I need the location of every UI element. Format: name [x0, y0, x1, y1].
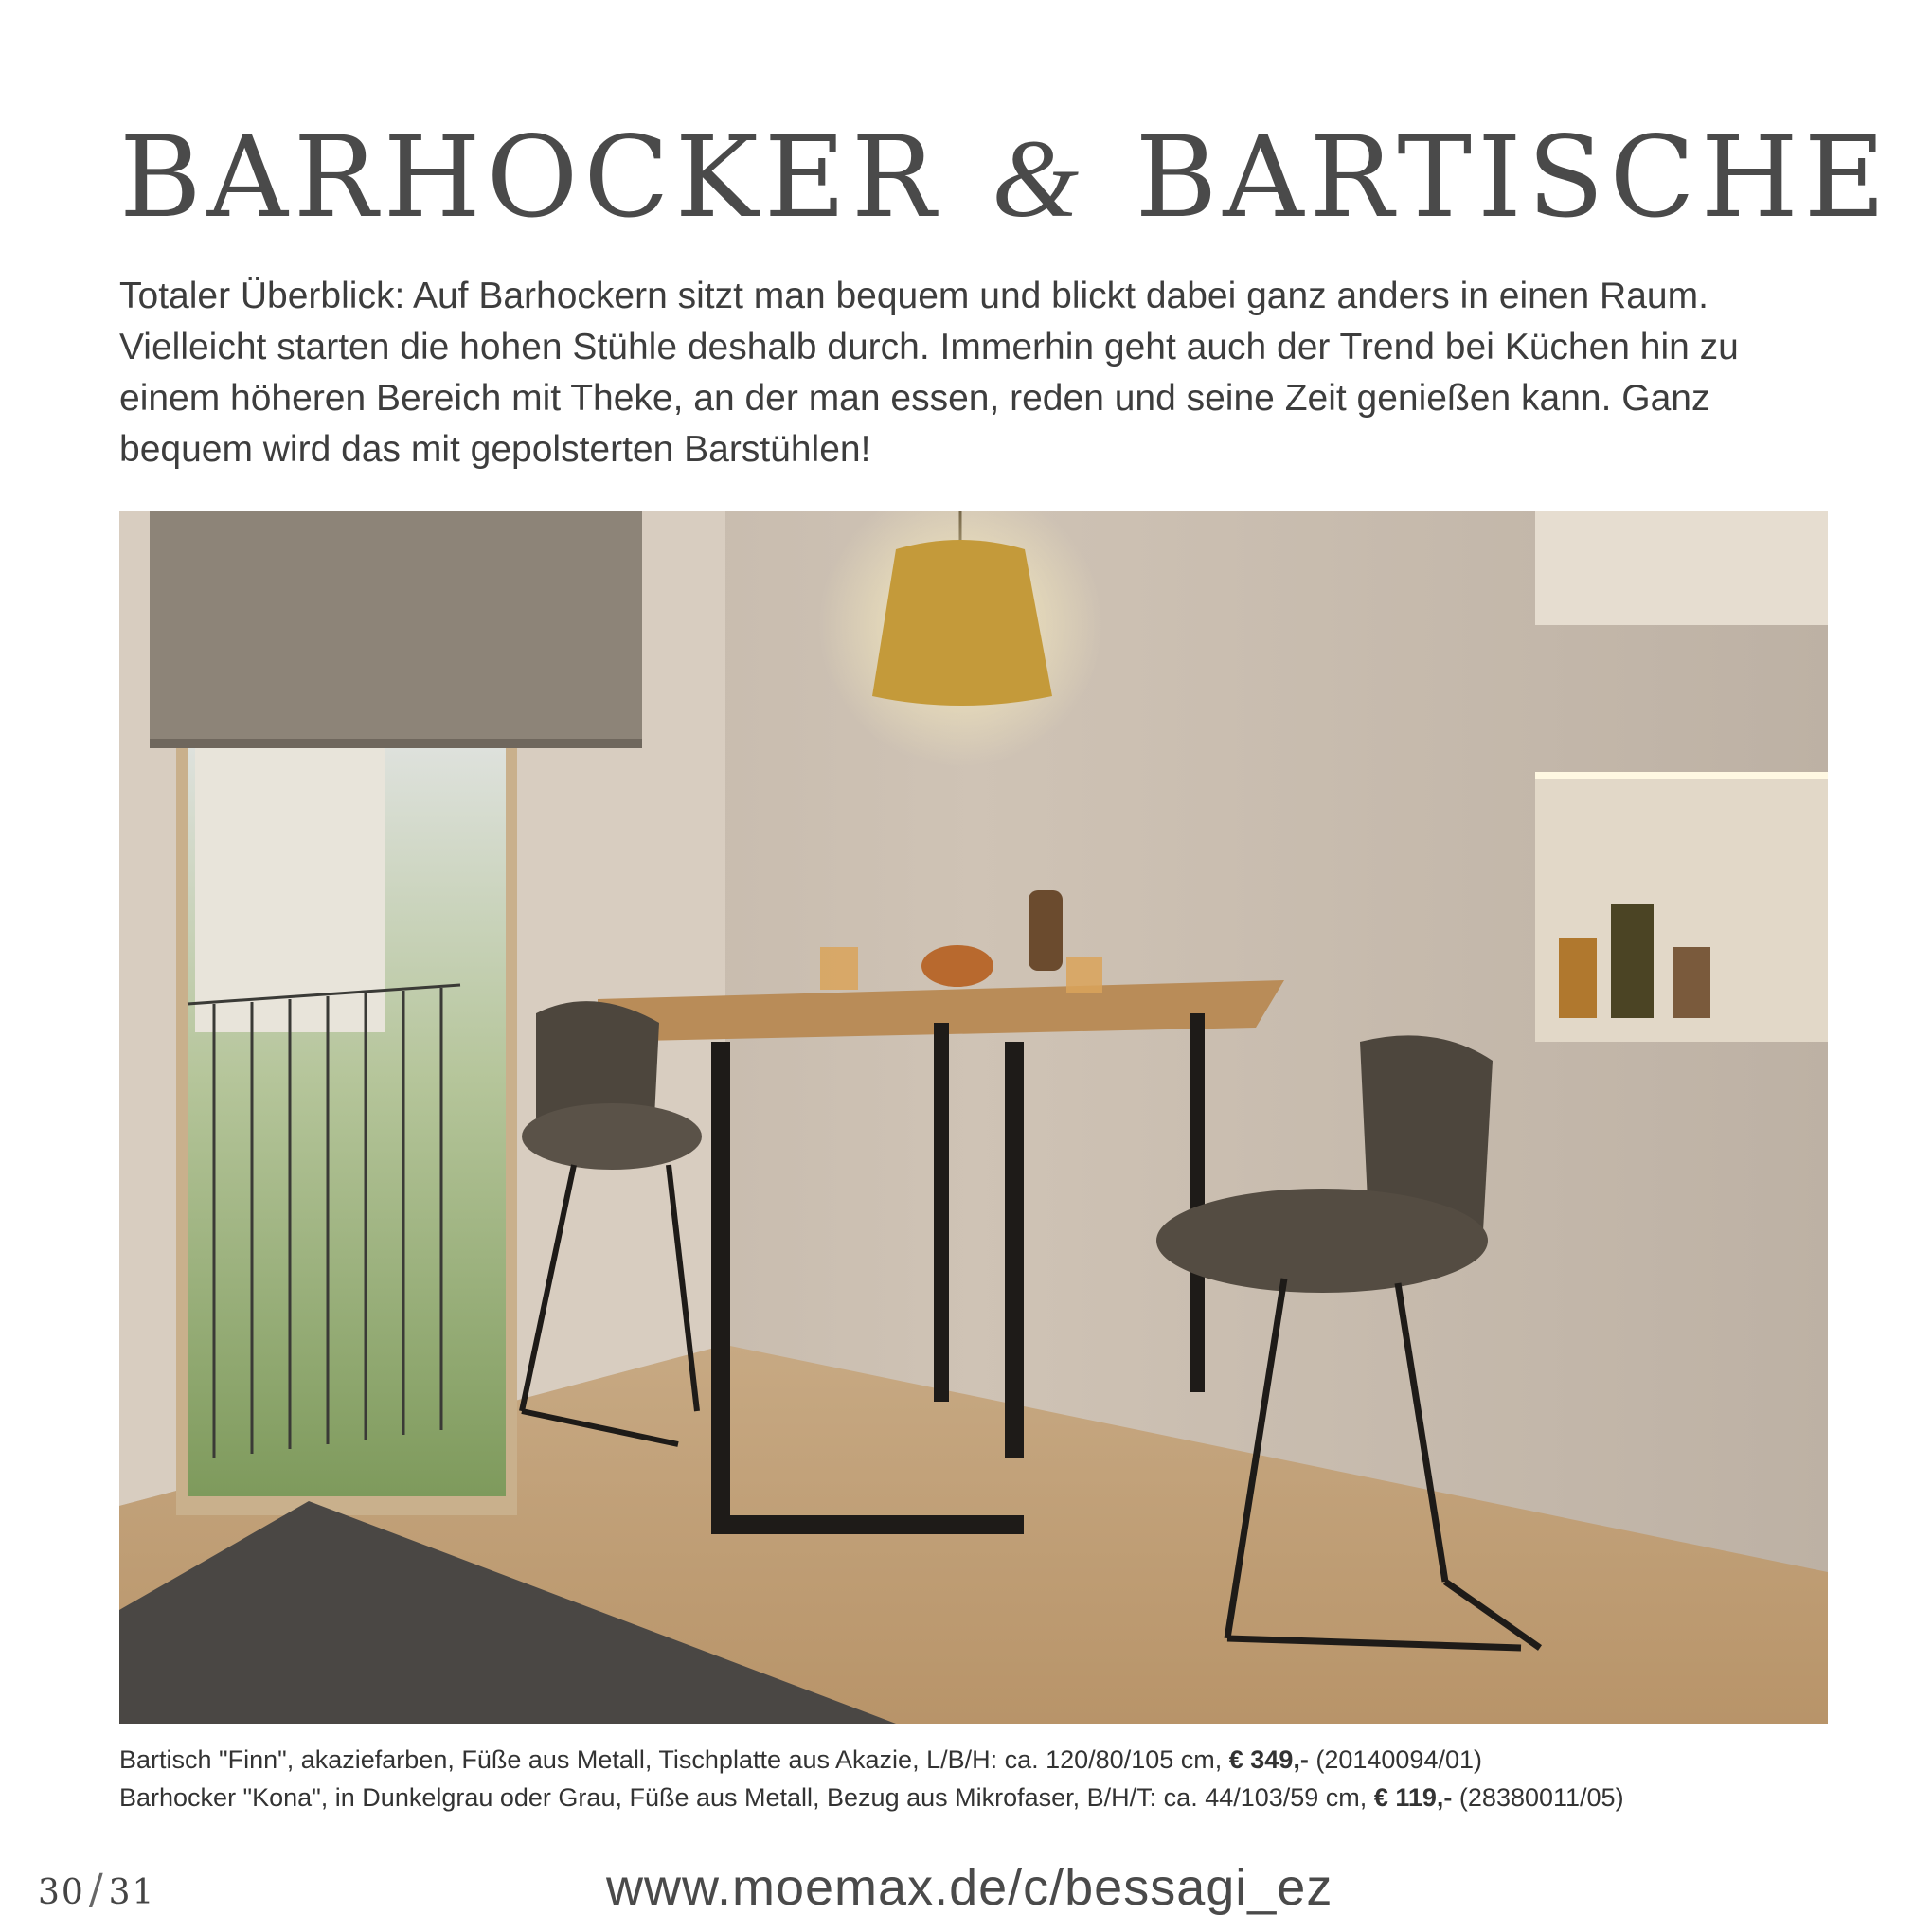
title-part-1: BARHOCKER [119, 112, 941, 242]
page-number-separator: / [88, 1866, 105, 1914]
footer-url-link[interactable]: www.moemax.de/c/bessagi_ez [606, 1859, 1333, 1916]
table-article-number: (20140094/01) [1315, 1745, 1482, 1774]
title-part-2: BARTISCHE [1135, 112, 1891, 242]
intro-paragraph: Totaler Überblick: Auf Barhockern sitzt man bequem und blickt dabei ganz anders in einen Raum. Vielleicht starten die hohen Stühle deshalb durch. Immerhin geht auch der Trend bei Küchen hin zu einem höheren Bereich mit Theke, an der man essen, reden und seine Zeit genießen kann. Ganz bequem wird das mit gepolsterten Barstühlen! [119, 276, 1739, 470]
page-title [119, 112, 1891, 242]
caption-line-table [119, 1741, 1834, 1779]
title-ampersand: & [992, 116, 1085, 241]
table-description: Bartisch "Finn", akaziefarben, Füße aus Metall, Tischplatte aus Akazie, L/B/H: ca. 120/80/105 cm, [119, 1745, 1223, 1774]
stool-price: € 119,- [1373, 1783, 1453, 1812]
product-caption [119, 1741, 1834, 1816]
page-number-right: 31 [108, 1873, 156, 1912]
stool-article-number: (28380011/05) [1458, 1783, 1624, 1812]
table-price: € 349,- [1228, 1745, 1309, 1774]
page-number-left: 30 [38, 1873, 85, 1912]
room-scene-illustration [119, 511, 1828, 1724]
page-numbers [38, 1866, 155, 1914]
product-photo [119, 511, 1828, 1724]
stool-description: Barhocker "Kona", in Dunkelgrau oder Grau, Füße aus Metall, Bezug aus Mikrofaser, B/H/T: ca. 44/103/59 cm, [119, 1783, 1368, 1812]
caption-line-stool [119, 1779, 1834, 1816]
